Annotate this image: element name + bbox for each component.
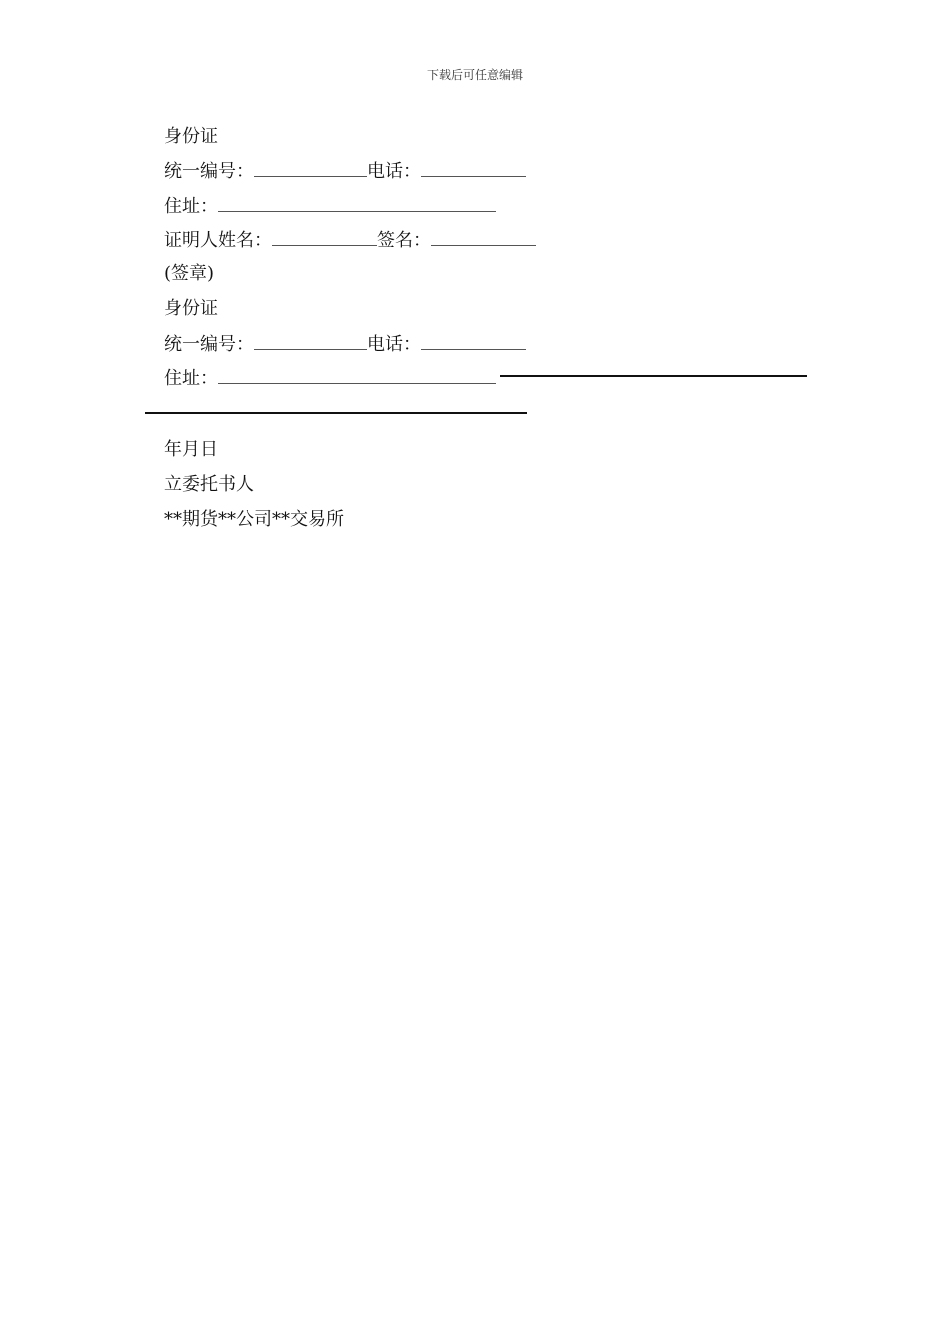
witness-name-field[interactable]	[272, 229, 377, 246]
separator-rule-right	[500, 375, 807, 377]
address-row-1	[164, 195, 496, 218]
id-card-label-1: 身份证	[164, 126, 218, 147]
witness-name-label: 证明人姓名：	[164, 230, 272, 251]
address-label: 住址：	[164, 368, 218, 389]
unified-number-label: 统一编号：	[164, 334, 254, 355]
date-line: 年月日	[164, 439, 218, 460]
address-field[interactable]	[218, 367, 496, 384]
phone-field[interactable]	[421, 160, 526, 177]
address-row-2	[164, 367, 496, 390]
phone-label: 电话：	[367, 161, 421, 182]
phone-label: 电话：	[367, 334, 421, 355]
address-label: 住址：	[164, 196, 218, 217]
id-card-label-2: 身份证	[164, 298, 218, 319]
unified-number-field[interactable]	[254, 333, 367, 350]
separator-rule-left	[145, 412, 527, 414]
unified-number-row-2	[164, 333, 526, 356]
unified-number-row-1	[164, 160, 526, 183]
principal-label: 立委托书人	[164, 474, 254, 495]
unified-number-label: 统一编号：	[164, 161, 254, 182]
page-header: 下载后可任意编辑	[426, 68, 523, 82]
signature-field[interactable]	[431, 229, 536, 246]
signature-label: 签名：	[377, 230, 431, 251]
phone-field[interactable]	[421, 333, 526, 350]
company-line: **期货**公司**交易所	[164, 509, 344, 530]
seal-label: (签章)	[164, 263, 215, 284]
address-field[interactable]	[218, 195, 496, 212]
unified-number-field[interactable]	[254, 160, 367, 177]
witness-row	[164, 229, 536, 252]
